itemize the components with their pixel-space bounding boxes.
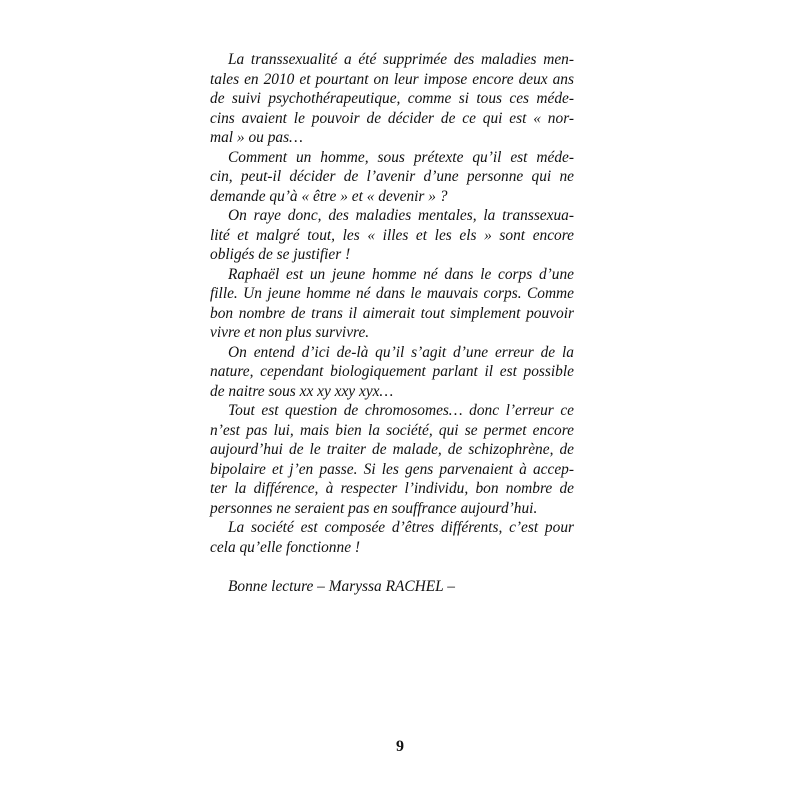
text-line: bon nombre de trans il aimerait tout simplement pouvoir (210, 304, 574, 322)
text-line: lité et malgré tout, les « illes et les els » sont encore (210, 226, 574, 244)
text-line: obligés de se justifier ! (210, 246, 351, 263)
text-line: Tout est question de chromosomes… donc l’erreur ce (228, 402, 574, 419)
spacer (210, 557, 574, 577)
text-line: La transsexualité a été supprimée des maladies men- (228, 51, 574, 68)
page-number: 9 (396, 738, 404, 755)
text-line: cins avaient le pouvoir de décider de ce qui est « nor- (210, 109, 574, 127)
text-line: La société est composée d’êtres différents, c’est pour (228, 519, 574, 536)
page-body (210, 50, 574, 596)
paragraph (210, 343, 574, 402)
text-line: de naitre sous xx xy xxy xyx… (210, 382, 394, 400)
text-line: nature, cependant biologiquement parlant il est possible (210, 363, 574, 380)
text-line: fille. Un jeune homme né dans le mauvais corps. Comme (210, 285, 574, 302)
text-line: demande qu’à « être » et « devenir » ? (210, 187, 448, 205)
text-line: cin, peut-il décider de l’avenir d’une personne qui ne (210, 168, 574, 185)
text-block (210, 50, 574, 557)
signature-line: Bonne lecture – Maryssa RACHEL – (228, 577, 455, 595)
paragraph (210, 148, 574, 207)
paragraph (210, 50, 574, 148)
text-line: ter la différence, à respecter l’individu, bon nombre de (210, 480, 574, 497)
paragraph (210, 401, 574, 518)
text-line: On entend d’ici de-là qu’il s’agit d’une erreur de la (228, 343, 574, 361)
text-line: personnes ne seraient pas en souffrance aujourd’hui. (210, 499, 538, 517)
text-line: tales en 2010 et pourtant on leur impose encore deux ans (210, 70, 574, 88)
text-line: cela qu’elle fonctionne ! (210, 538, 360, 556)
text-line: de suivi psychothérapeutique, comme si tous ces méde- (210, 90, 574, 107)
text-line: mal » ou pas… (210, 129, 303, 146)
paragraph (210, 265, 574, 343)
text-line: vivre et non plus survivre. (210, 324, 370, 341)
text-line: bipolaire et j’en passe. Si les gens parvenaient à accep- (210, 460, 574, 478)
text-line: n’est pas lui, mais bien la société, qui se permet encore (210, 421, 574, 439)
text-line: Raphaël est un jeune homme né dans le corps d’une (228, 265, 574, 283)
text-line: On raye donc, des maladies mentales, la transsexua- (228, 207, 574, 224)
paragraph (210, 518, 574, 557)
paragraph (210, 206, 574, 265)
text-line: aujourd’hui de le traiter de malade, de schizophrène, de (210, 441, 574, 458)
text-line: Comment un homme, sous prétexte qu’il est méde- (228, 148, 574, 166)
